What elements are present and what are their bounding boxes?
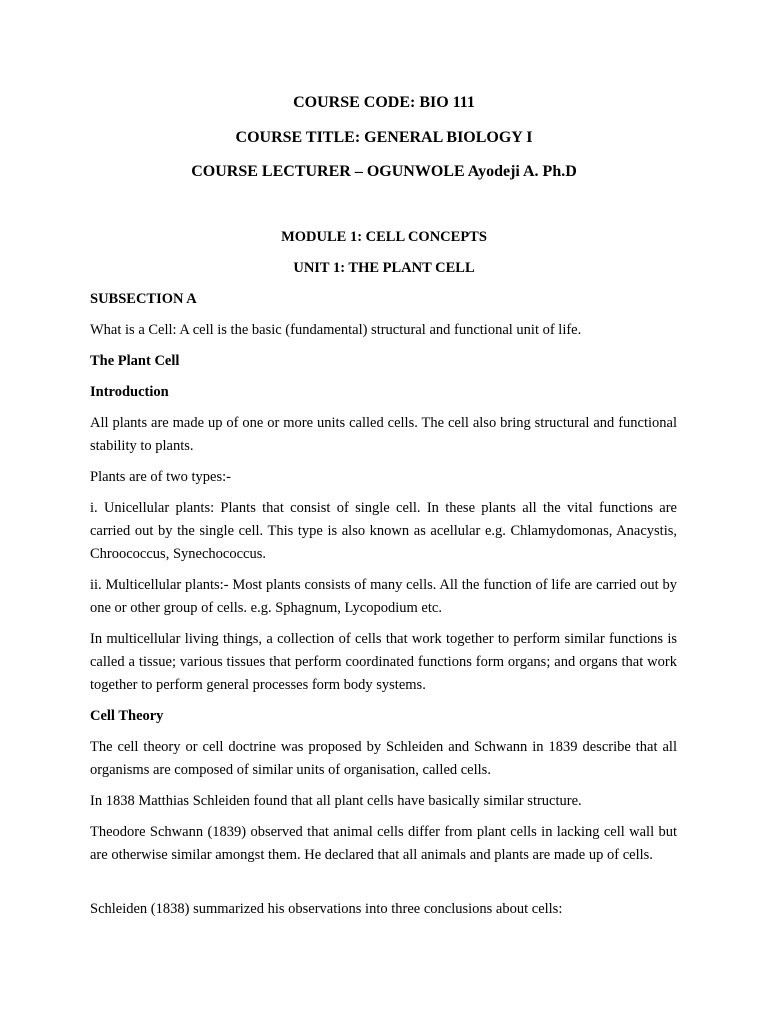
plant-types-line: Plants are of two types:- <box>90 469 231 485</box>
subsection-heading: SUBSECTION A <box>90 291 197 307</box>
course-title: COURSE TITLE: GENERAL BIOLOGY I <box>235 129 533 146</box>
module-title: MODULE 1: CELL CONCEPTS <box>281 229 487 245</box>
tissue-paragraph: In multicellular living things, a collection of cells that work together to perform similar functions is called a tissue; various tissues that perform coordinated functions form organs; and organs that work together to perform general processes form body systems. <box>90 631 677 693</box>
what-is-cell-paragraph: What is a Cell: A cell is the basic (fundamental) structural and functional unit of life. <box>90 322 582 338</box>
introduction-heading: Introduction <box>90 384 169 400</box>
course-code: COURSE CODE: BIO 111 <box>293 94 475 111</box>
intro-paragraph: All plants are made up of one or more units called cells. The cell also bring structural and functional stability to plants. <box>90 415 677 454</box>
plant-cell-heading: The Plant Cell <box>90 353 180 369</box>
course-lecturer: COURSE LECTURER – OGUNWOLE Ayodeji A. Ph.D <box>191 163 577 180</box>
unit-title: UNIT 1: THE PLANT CELL <box>293 260 475 276</box>
schwann-1839-paragraph: Theodore Schwann (1839) observed that animal cells differ from plant cells in lacking cell wall but are otherwise similar amongst them. He declared that all animals and plants are made up of cells. <box>90 824 677 863</box>
cell-theory-paragraph: The cell theory or cell doctrine was proposed by Schleiden and Schwann in 1839 describe that all organisms are composed of similar units of organisation, called cells. <box>90 739 677 778</box>
multicellular-paragraph: ii. Multicellular plants:- Most plants consists of many cells. All the function of life are carried out by one or other group of cells. e.g. Sphagnum, Lycopodium etc. <box>90 577 677 616</box>
cell-theory-heading: Cell Theory <box>90 708 164 724</box>
schleiden-summary-paragraph: Schleiden (1838) summarized his observations into three conclusions about cells: <box>90 901 563 917</box>
schleiden-1838-paragraph: In 1838 Matthias Schleiden found that all plant cells have basically similar structure. <box>90 793 582 809</box>
unicellular-paragraph: i. Unicellular plants: Plants that consist of single cell. In these plants all the vital functions are carried out by the single cell. This type is also known as acellular e.g. Chlamydomonas, Anacystis, Chroococcus, Synechococcus. <box>90 500 677 562</box>
